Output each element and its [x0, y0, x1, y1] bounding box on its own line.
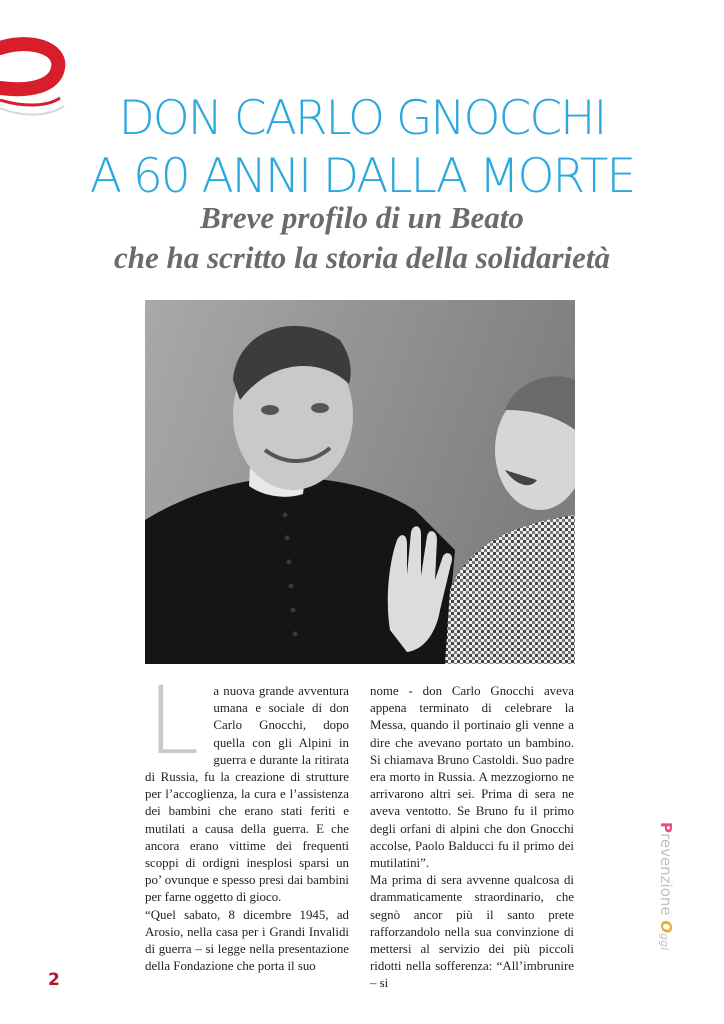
- brand-first-letter: P: [657, 822, 675, 833]
- article-column-1: [145, 667, 349, 975]
- subtitle-line-2: che ha scritto la storia della solidarietà: [113, 240, 610, 275]
- page-number: 2: [48, 970, 60, 990]
- article-paragraph: “Quel sabato, 8 dicembre 1945, ad Arosio, nella casa per i Grandi Invalidi di guerra – si legge nella presentazione della Fondazione che porta il suo: [145, 907, 349, 974]
- article-column-2: [370, 683, 574, 993]
- brand-o: O: [657, 920, 675, 934]
- subtitle-line-1: Breve profilo di un Beato: [200, 200, 524, 235]
- page-title: [0, 90, 724, 206]
- brand-rest: revenzione: [657, 833, 675, 921]
- title-line-1: DON CARLO GNOCCHI: [118, 91, 606, 146]
- brand-oggi: ggi: [658, 933, 671, 951]
- article-paragraph: nome - don Carlo Gnocchi aveva appena terminato di celebrare la Messa, quando il portinaio gli venne a dire che avevano portato un bambino. Si chiamava Bruno Castoldi. Suo padre era morto in Russia. A mezzogiorno ne arrivarono altri sei. Prima di sera ne aveva ventotto. Se Bruno fu il primo degli orfani di alpini che don Gnocchi accolse, Paolo Balducci fu il primo dei mutilatini”.: [370, 684, 574, 871]
- title-line-2: A 60 ANNI DALLA MORTE: [89, 149, 635, 204]
- article-paragraph: Ma prima di sera avvenne qualcosa di drammaticamente straordinario, che segnò ancor più il santo prete rafforzandolo nella sua convinzione di mettersi al servizio dei più piccoli ridotti nella sofferenza: “All’imbrunire – si: [370, 873, 574, 991]
- drop-cap: L: [147, 667, 200, 776]
- article-paragraph: a nuova grande avventura umana e sociale di don Carlo Gnocchi, dopo quella con gli Alpini in guerra e durante la ritirata di Russia, fu la creazione di strutture per l’accoglienza, la cura e l’assistenza dei bambini che erano stati feriti e mutilati a causa della guerra. E che ancora erano vittime dei frequenti scoppi di ordigni inesplosi sparsi un po’ ovunque e spesso presi dai bambini per farne oggetto di gioco.: [145, 684, 349, 905]
- article-photo: [145, 300, 575, 664]
- page-subtitle: [0, 198, 724, 278]
- magazine-brand-vertical: [657, 822, 694, 972]
- brand-text: [657, 822, 675, 950]
